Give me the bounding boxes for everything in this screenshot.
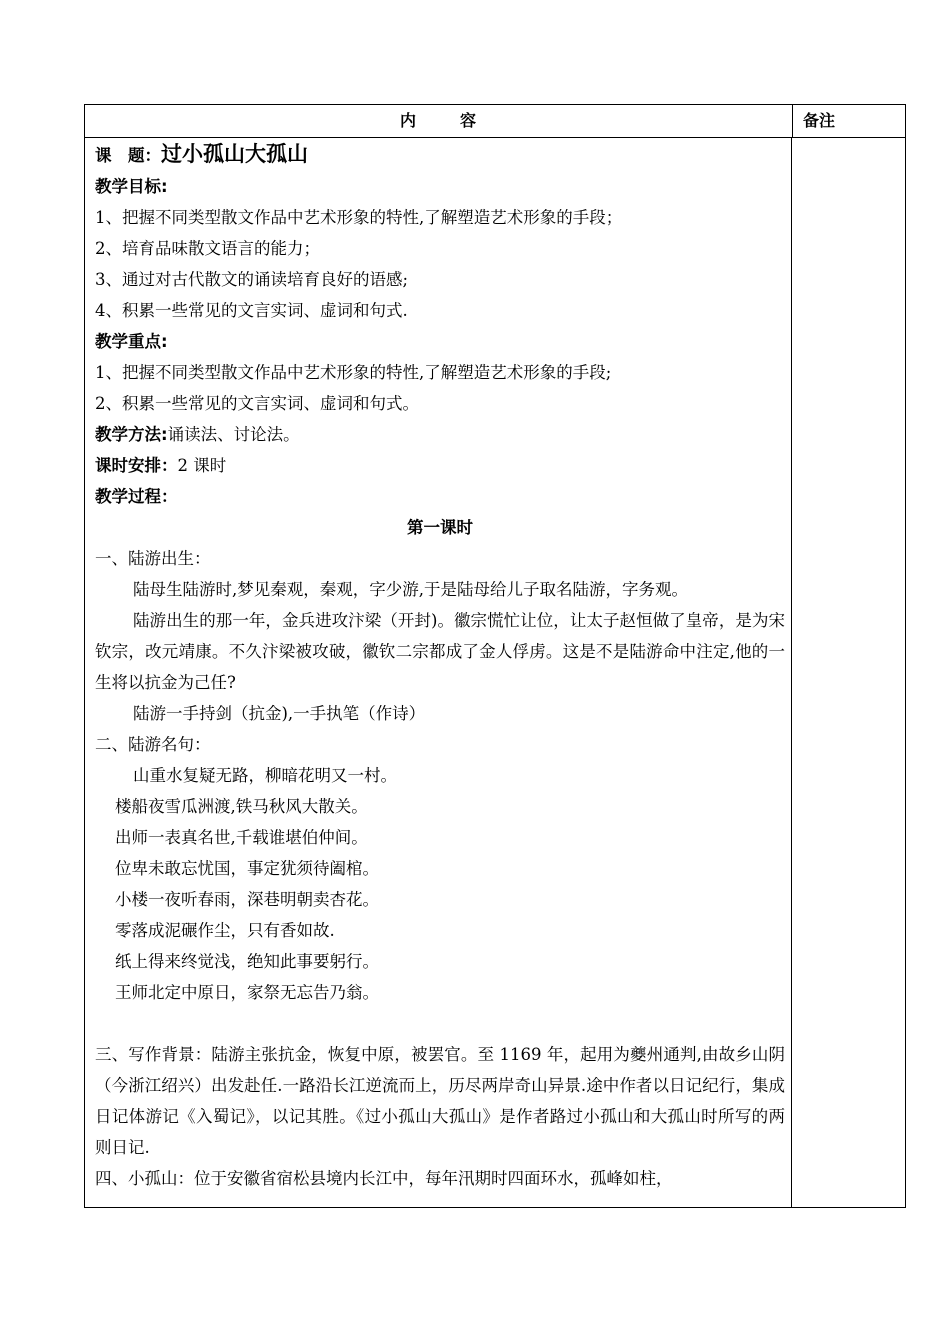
content-cell [95,139,785,1194]
topic-label: 课 题： [95,146,161,165]
process-heading: 教学过程： [95,487,178,506]
goal-item: 2、培育品味散文语言的能力； [95,239,320,258]
section-1-paragraph: 陆游出生的那一年，金兵进攻汴梁（开封)。徽宗慌忙让位，让太子赵恒做了皇帝，是为宋钦宗，改元靖康。不久汴梁被攻破，徽钦二宗都成了金人俘虏。这是不是陆游命中注定,他的一生将以抗金为己任? [95,611,785,692]
focus-item: 1、把握不同类型散文作品中艺术形象的特性,了解塑造艺术形象的手段; [95,363,612,382]
method-value: 诵读法、讨论法。 [167,425,300,444]
famous-line: 零落成泥碾作尘，只有香如故. [115,921,335,940]
hours-label: 课时安排： [95,456,178,475]
famous-line: 位卑未敢忘忧国，事定犹须待阖棺。 [115,859,379,878]
period-title: 第一课时 [407,518,473,537]
hours-value: 2 课时 [177,456,227,475]
famous-line: 出师一表真名世,千载谁堪伯仲间。 [115,828,368,847]
famous-line: 山重水复疑无路，柳暗花明又一村。 [133,766,397,785]
section-1-paragraph: 陆游一手持剑（抗金),一手执笔（作诗） [133,704,426,723]
famous-line: 楼船夜雪瓜洲渡,铁马秋风大散关。 [115,797,368,816]
notes-column-header: 备注 [792,105,905,137]
goals-heading: 教学目标: [95,177,168,196]
hours-line [95,450,785,481]
famous-line: 小楼一夜听春雨，深巷明朝卖杏花。 [115,890,379,909]
goal-item: 3、通过对古代散文的诵读培育良好的语感; [95,270,409,289]
section-1-heading: 一、陆游出生： [95,549,211,568]
goal-item: 1、把握不同类型散文作品中艺术形象的特性,了解塑造艺术形象的手段； [95,208,623,227]
column-divider [791,137,792,1208]
lesson-title: 过小孤山大孤山 [161,142,308,166]
blank-line [95,1008,785,1039]
method-label: 教学方法: [95,425,168,444]
table-header-row [85,105,905,138]
goal-item: 4、积累一些常见的文言实词、虚词和句式. [95,301,408,320]
lesson-plan-table [84,104,906,1208]
section-3-paragraph: 三、写作背景：陆游主张抗金，恢复中原，被罢官。至 1169 年，起用为夔州通判,由故乡山阴（今浙江绍兴）出发赴任.一路沿长江逆流而上，历尽两岸奇山异景.途中作者以日记纪行，集成日记体游记《入蜀记》，以记其胜。《过小孤山大孤山》是作者路过小孤山和大孤山时所写的两则日记. [95,1045,785,1157]
famous-line: 王师北定中原日，家祭无忘告乃翁。 [115,983,379,1002]
focus-heading: 教学重点: [95,332,168,351]
content-column-header: 内容 [399,111,520,130]
focus-item: 2、积累一些常见的文言实词、虚词和句式。 [95,394,419,413]
topic-line [95,139,785,171]
method-line [95,419,785,450]
section-2-heading: 二、陆游名句： [95,735,211,754]
section-4-paragraph: 四、小孤山：位于安徽省宿松县境内长江中，每年汛期时四面环水，孤峰如柱， [95,1169,673,1188]
famous-line: 纸上得来终觉浅，绝知此事要躬行。 [115,952,379,971]
section-1-paragraph: 陆母生陆游时,梦见秦观，秦观，字少游,于是陆母给儿子取名陆游，字务观。 [133,580,688,599]
